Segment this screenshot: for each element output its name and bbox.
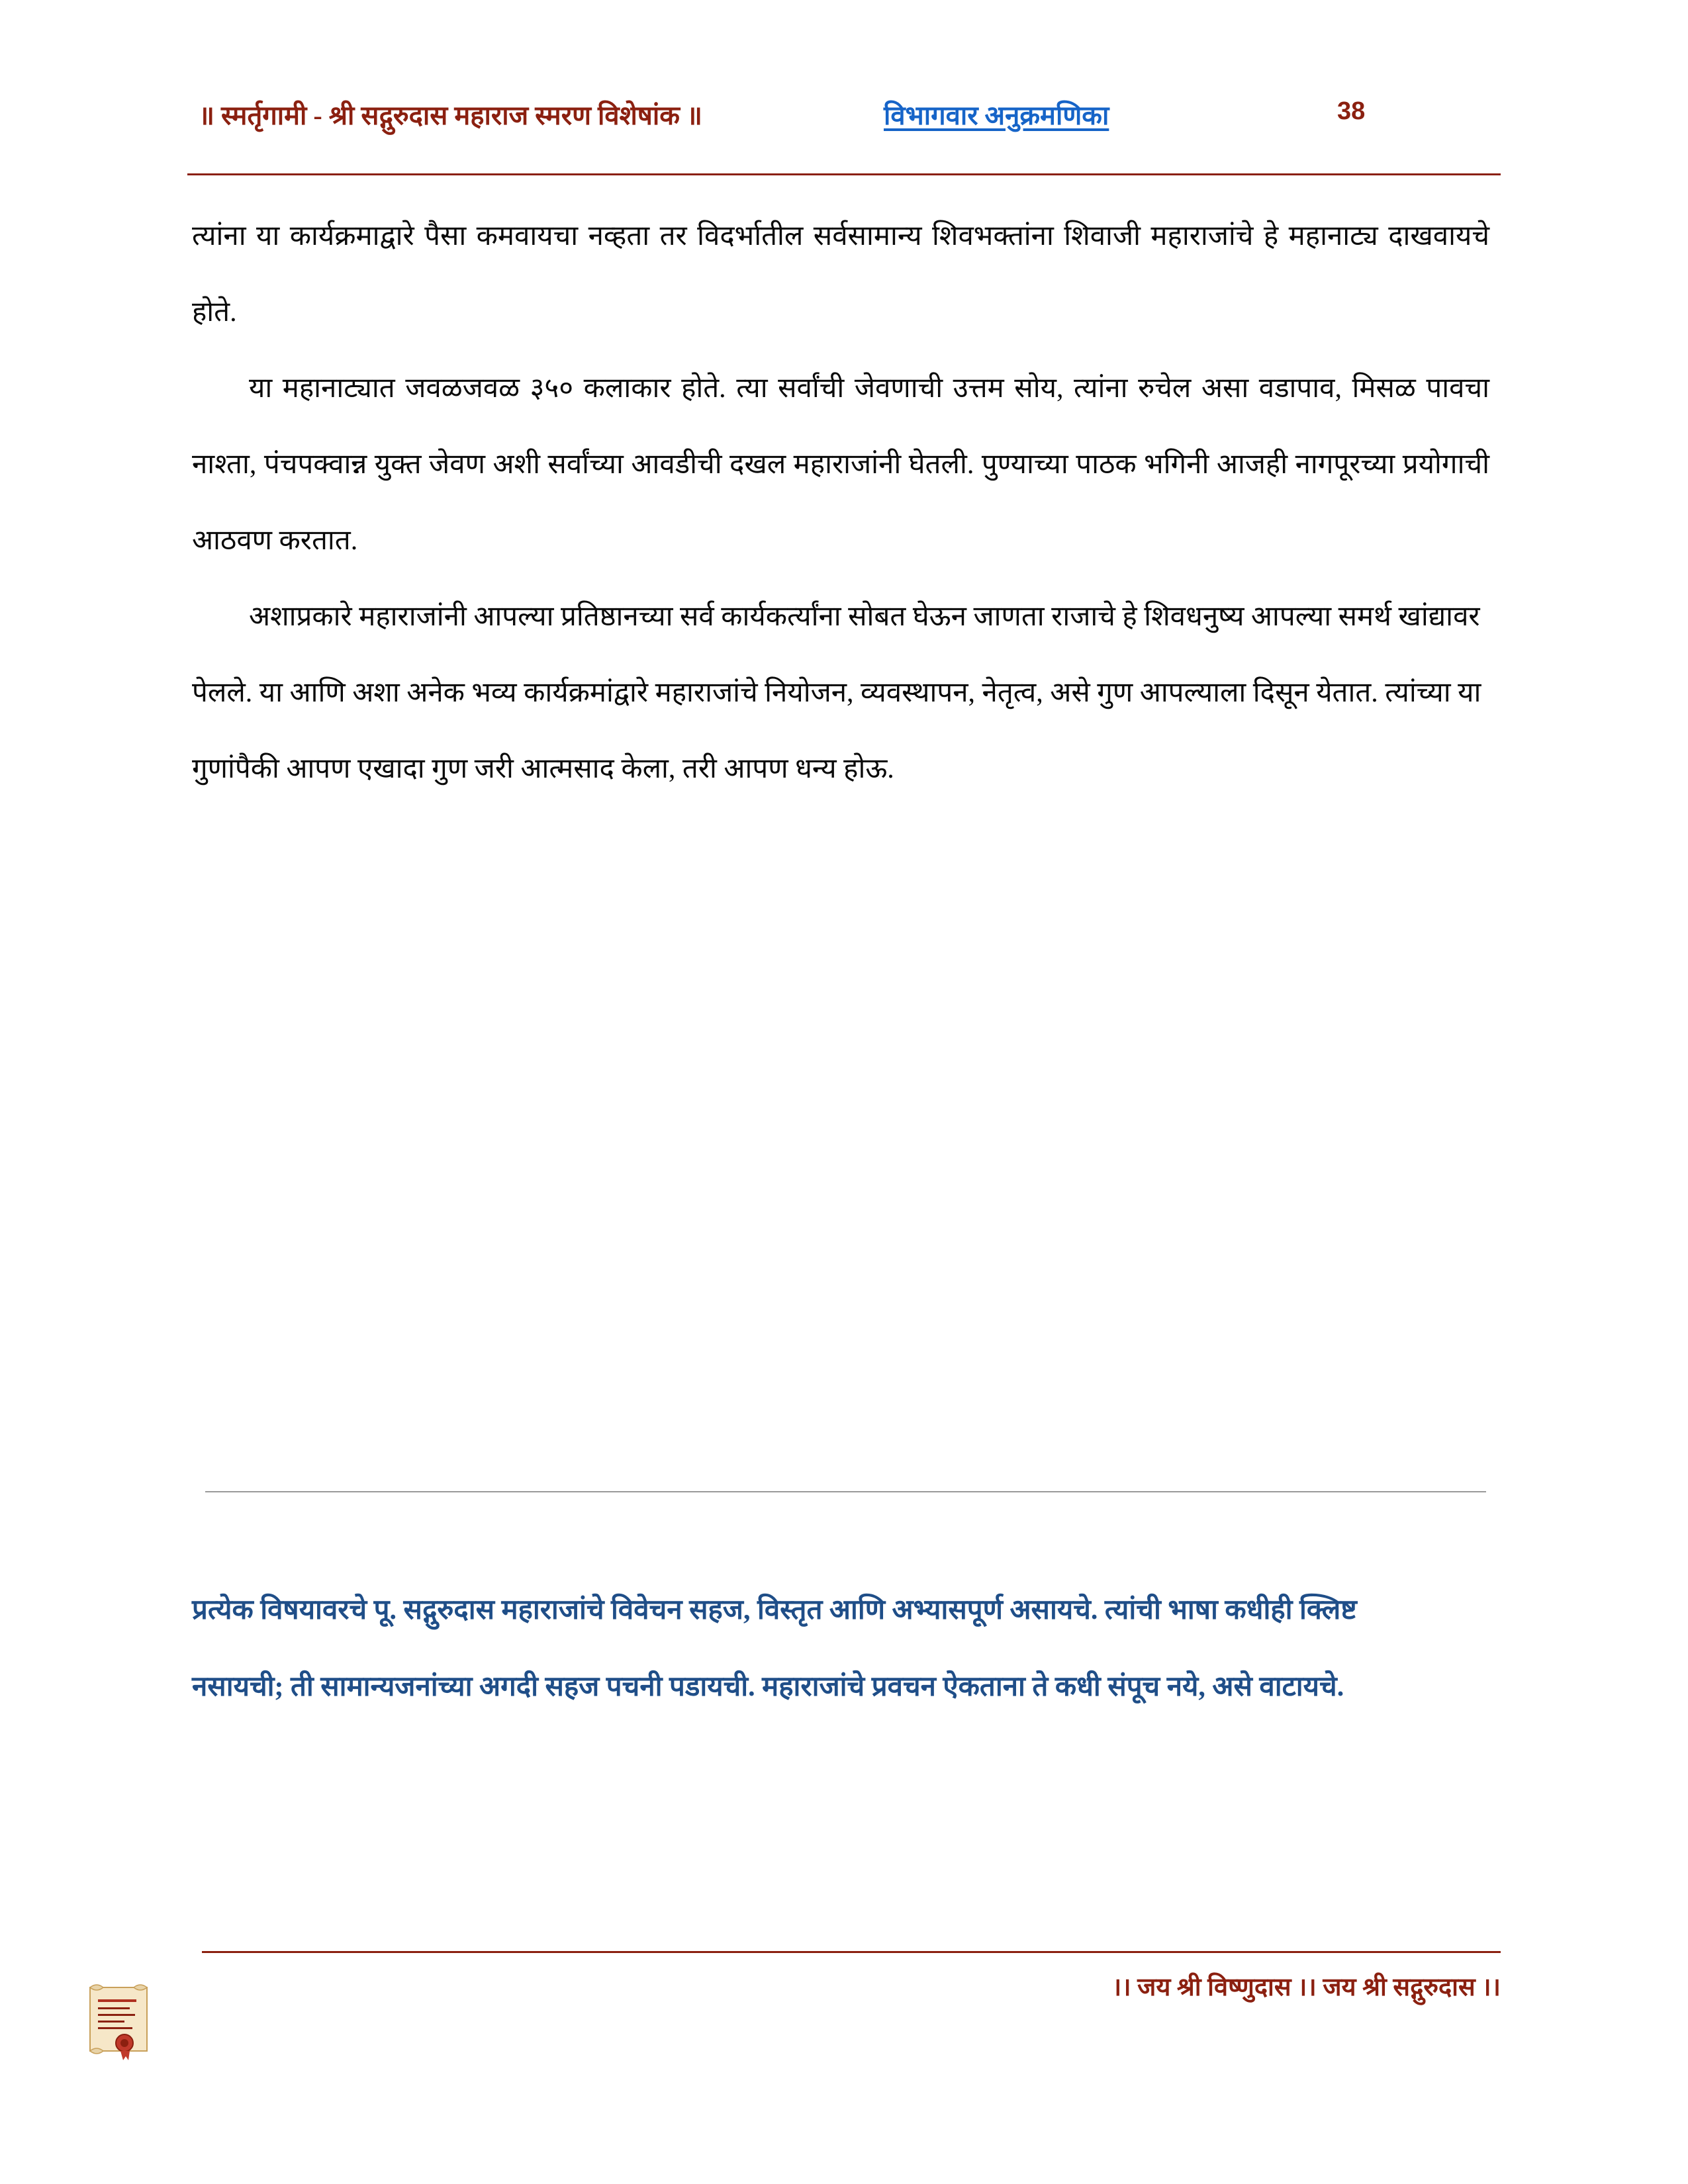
index-link[interactable]: विभागवार अनुक्रमणिका xyxy=(884,101,1109,130)
footer-divider xyxy=(202,1951,1501,1953)
pull-quote-text: प्रत्येक विषयावरचे पू. सद्गुरुदास महाराजांचे विवेचन सहज, विस्तृत आणि अभ्यासपूर्ण असायचे. त्यांची भाषा कधीही क्लिष्ट नसायची; ती सामान्यजनांच्या अगदी सहज पचनी पडायची. महाराजांचे प्रवचन ऐकताना ते कधी संपूच नये, असे वाटायचे. xyxy=(192,1595,1357,1702)
paragraph: त्यांना या कार्यक्रमाद्वारे पैसा कमवायचा नव्हता तर विदर्भातील सर्वसामान्य शिवभक्तांना शिवाजी महाराजांचे हे महानाट्य दाखवायचे होते. xyxy=(192,221,1489,328)
quote-divider xyxy=(205,1491,1486,1492)
footer-text: ।। जय श्री विष्णुदास ।। जय श्री सद्गुरुदास ।। xyxy=(1111,1974,1501,2001)
header-divider xyxy=(187,173,1501,175)
paragraph: या महानाट्यात जवळजवळ ३५० कलाकार होते. त्या सर्वांची जेवणाची उत्तम सोय, त्यांना रुचेल असा वडापाव, मिसळ पावचा नाश्ता, पंचपक्वान्न युक्त जेवण अशी सर्वांच्या आवडीची दखल महाराजांनी घेतली. पुण्याच्या पाठक भगिनी आजही नागपूरच्या प्रयोगाची आठवण करतात. xyxy=(192,373,1489,556)
pull-quote xyxy=(192,1572,1377,1725)
page-number: 38 xyxy=(1337,97,1366,125)
page-header xyxy=(0,96,1688,149)
paragraph: अशाप्रकारे महाराजांनी आपल्या प्रतिष्ठानच्या सर्व कार्यकर्त्यांना सोबत घेऊन जाणता राजाचे हे शिवधनुष्य आपल्या समर्थ खांद्यावर पेलले. या आणि अशा अनेक भव्य कार्यक्रमांद्वारे महाराजांचे नियोजन, व्यवस्थापन, नेतृत्व, असे गुण आपल्याला दिसून येतात. त्यांच्या या गुणांपैकी आपण एखादा गुण जरी आत्मसाद केला, तरी आपण धन्य होऊ. xyxy=(192,602,1481,784)
patrabhet-scroll-icon xyxy=(81,1982,159,2063)
body-content xyxy=(192,199,1489,807)
header-title: ॥ स्मर्तृगामी - श्री सद्गुरुदास महाराज स्मरण विशेषांक ॥ xyxy=(199,101,702,130)
